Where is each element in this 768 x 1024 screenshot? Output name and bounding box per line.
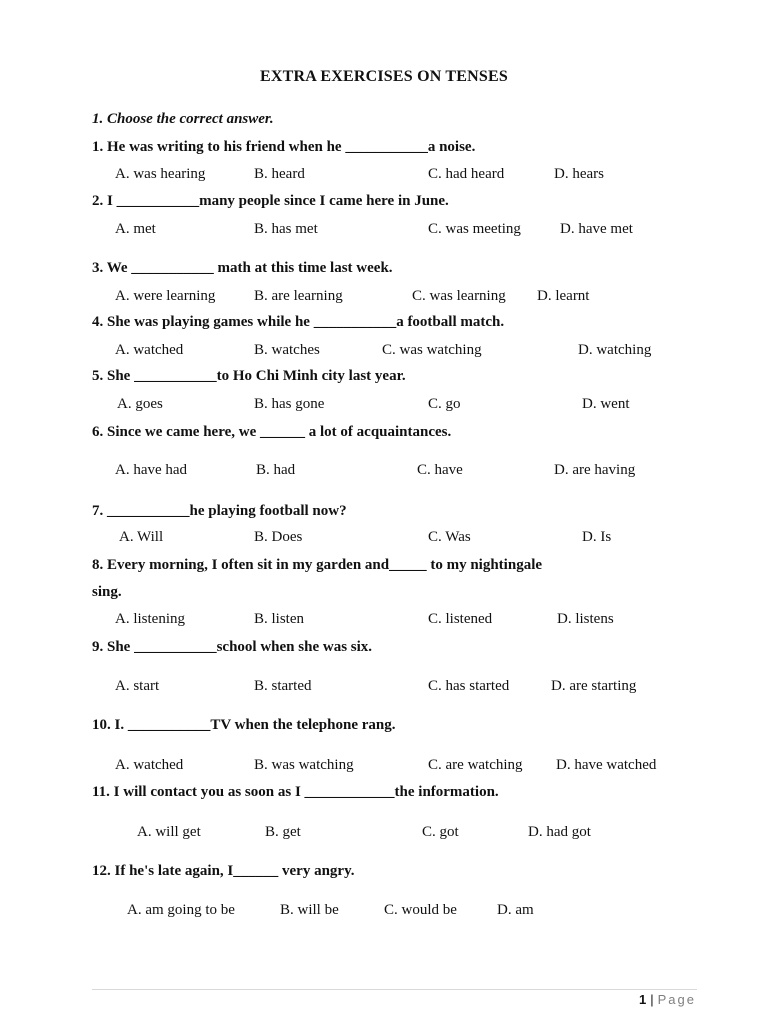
question-5-option-b[interactable]: B. has gone <box>254 396 325 412</box>
question-4-option-c[interactable]: C. was watching <box>382 342 482 358</box>
question-12-option-d[interactable]: D. am <box>497 902 534 918</box>
question-2-option-b[interactable]: B. has met <box>254 221 318 237</box>
question-2-option-d[interactable]: D. have met <box>560 221 633 237</box>
question-9-option-c[interactable]: C. has started <box>428 678 510 694</box>
question-5-option-a[interactable]: A. goes <box>117 396 163 412</box>
question-3-option-c[interactable]: C. was learning <box>412 288 506 304</box>
question-8-option-c[interactable]: C. listened <box>428 611 493 627</box>
exercise-instruction: 1. Choose the correct answer. <box>92 111 274 127</box>
question-3-option-d[interactable]: D. learnt <box>537 288 590 304</box>
question-6-option-c[interactable]: C. have <box>417 462 463 478</box>
question-10-option-b[interactable]: B. was watching <box>254 757 354 773</box>
question-6-text: 6. Since we came here, we ______ a lot of acquaintances. <box>92 424 452 440</box>
question-9-option-a[interactable]: A. start <box>115 678 160 694</box>
question-5-text: 5. She ___________to Ho Chi Minh city last year. <box>92 368 406 384</box>
question-1-option-b[interactable]: B. heard <box>254 166 305 182</box>
question-11-option-b[interactable]: B. get <box>265 824 301 840</box>
question-7-option-c[interactable]: C. Was <box>428 529 471 545</box>
question-4-option-d[interactable]: D. watching <box>578 342 652 358</box>
question-11-option-d[interactable]: D. had got <box>528 824 591 840</box>
question-8-text: 8. Every morning, I often sit in my garden and_____ to my nightingale <box>92 557 543 573</box>
question-4-option-b[interactable]: B. watches <box>254 342 320 358</box>
question-11-option-c[interactable]: C. got <box>422 824 459 840</box>
question-2-text: 2. I ___________many people since I came here in June. <box>92 193 449 209</box>
question-8-option-a[interactable]: A. listening <box>115 611 185 627</box>
question-8-option-b[interactable]: B. listen <box>254 611 305 627</box>
question-4-text: 4. She was playing games while he ___________a football match. <box>92 314 505 330</box>
question-7-option-b[interactable]: B. Does <box>254 529 303 545</box>
question-6-option-d[interactable]: D. are having <box>554 462 636 478</box>
footer-separator: | <box>650 992 654 1007</box>
question-7-option-d[interactable]: D. Is <box>582 529 612 545</box>
question-7-text: 7. ___________he playing football now? <box>92 503 347 519</box>
page-title: EXTRA EXERCISES ON TENSES <box>260 68 508 85</box>
question-10-option-c[interactable]: C. are watching <box>428 757 523 773</box>
question-3-option-a[interactable]: A. were learning <box>115 288 216 304</box>
question-8-text-continued: sing. <box>92 584 122 600</box>
question-3-text: 3. We ___________ math at this time last week. <box>92 260 393 276</box>
question-1-option-a[interactable]: A. was hearing <box>115 166 206 182</box>
question-7-option-a[interactable]: A. Will <box>119 529 164 545</box>
page-label: Page <box>657 992 696 1007</box>
question-9-option-d[interactable]: D. are starting <box>551 678 637 694</box>
question-3-option-b[interactable]: B. are learning <box>254 288 343 304</box>
question-4-option-a[interactable]: A. watched <box>115 342 184 358</box>
question-9-option-b[interactable]: B. started <box>254 678 312 694</box>
question-10-option-a[interactable]: A. watched <box>115 757 184 773</box>
question-12-option-b[interactable]: B. will be <box>280 902 339 918</box>
question-12-text: 12. If he's late again, I______ very angry. <box>92 863 355 879</box>
question-12-option-c[interactable]: C. would be <box>384 902 457 918</box>
question-6-option-b[interactable]: B. had <box>256 462 296 478</box>
question-9-text: 9. She ___________school when she was six. <box>92 639 373 655</box>
page-number: 1 <box>639 992 647 1007</box>
question-10-option-d[interactable]: D. have watched <box>556 757 657 773</box>
question-5-option-d[interactable]: D. went <box>582 396 630 412</box>
question-2-option-a[interactable]: A. met <box>115 221 156 237</box>
page-footer <box>639 992 696 1007</box>
question-10-text: 10. I. ___________TV when the telephone rang. <box>92 717 396 733</box>
question-8-option-d[interactable]: D. listens <box>557 611 614 627</box>
footer-divider <box>92 989 697 990</box>
question-12-option-a[interactable]: A. am going to be <box>127 902 235 918</box>
question-1-option-c[interactable]: C. had heard <box>428 166 505 182</box>
question-5-option-c[interactable]: C. go <box>428 396 461 412</box>
question-1-text: 1. He was writing to his friend when he ___________a noise. <box>92 139 476 155</box>
question-11-text: 11. I will contact you as soon as I ____________the information. <box>92 784 499 800</box>
question-1-option-d[interactable]: D. hears <box>554 166 604 182</box>
question-6-option-a[interactable]: A. have had <box>115 462 188 478</box>
question-2-option-c[interactable]: C. was meeting <box>428 221 521 237</box>
question-11-option-a[interactable]: A. will get <box>137 824 201 840</box>
